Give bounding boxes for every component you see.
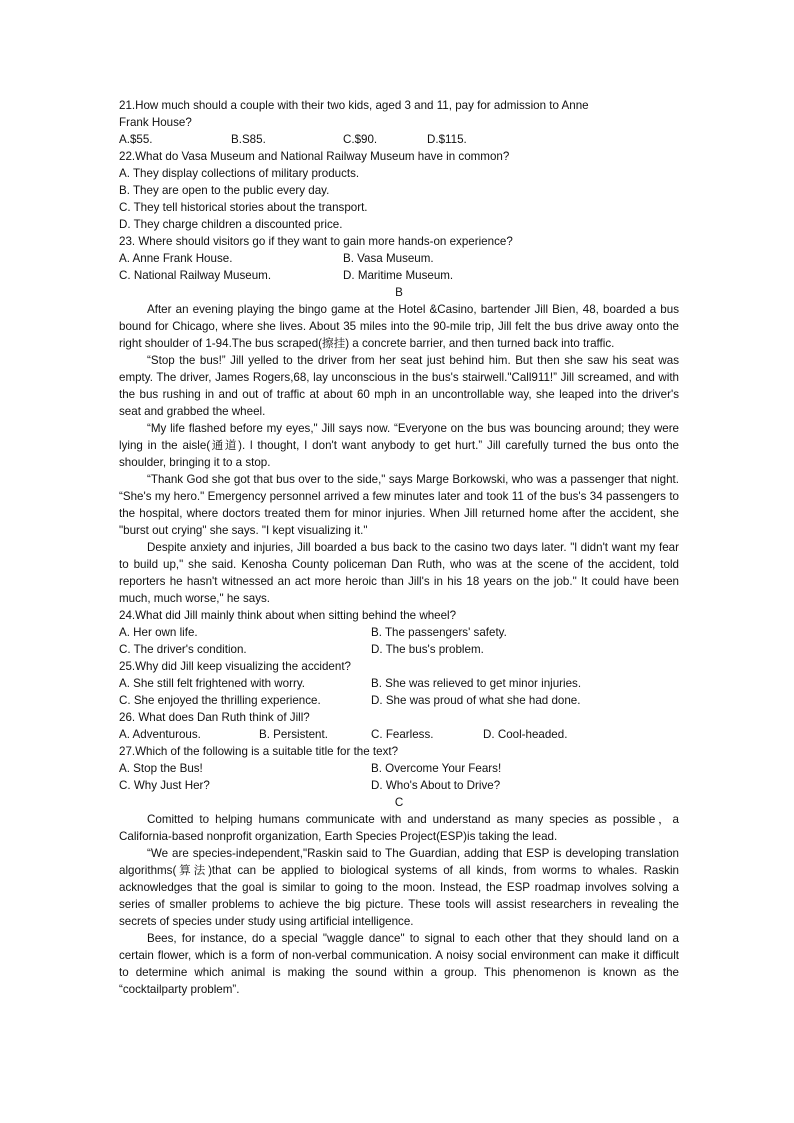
question-24-options-ab <box>119 624 679 641</box>
option-b: B. They are open to the public every day. <box>119 184 330 197</box>
option-b: B. She was relieved to get minor injuries. <box>371 677 582 690</box>
option-c: C. Why Just Her? <box>119 779 210 792</box>
option-a: A. Adventurous. <box>119 728 201 741</box>
option-b: B. The passengers' safety. <box>371 626 507 639</box>
option-c: C. She enjoyed the thrilling experience. <box>119 694 321 707</box>
question-23-options-cd <box>119 267 679 284</box>
option-c: C. National Railway Museum. <box>119 269 272 282</box>
question-21-stem: 21.How much should a couple with their two kids, aged 3 and 11, pay for admission to Anne <box>119 99 589 112</box>
passage-c-paragraph: Comitted to helping humans communicate with and understand as many species as possible，a California-based nonprofit organization, Earth Species Project(ESP)is taking the lead. <box>119 813 679 843</box>
question-23-stem: 23. Where should visitors go if they want to gain more hands-on experience? <box>119 235 513 248</box>
question-27-options-ab <box>119 760 679 777</box>
option-b: B. Persistent. <box>259 728 328 741</box>
section-c-heading: C <box>394 796 404 809</box>
option-a: A. Her own life. <box>119 626 198 639</box>
passage-b-paragraph: After an evening playing the bingo game at the Hotel &Casino, bartender Jill Bien, 48, boarded a bus bound for Chicago, where she lives. About 35 miles into the 90-mile trip, Jill felt the bus drive away onto the right shoulder of 1-94.The bus scraped(擦挂) a concrete barrier, and then turned back into traffic. <box>119 303 679 350</box>
option-d: D. They charge children a discounted price. <box>119 218 343 231</box>
question-25-stem: 25.Why did Jill keep visualizing the accident? <box>119 660 351 673</box>
question-27-options-cd <box>119 777 679 794</box>
option-c: C. The driver's condition. <box>119 643 247 656</box>
passage-b-paragraph: “My life flashed before my eyes," Jill says now. “Everyone on the bus was bouncing around; they were lying in the aisle(通道). l thought, I don't want anybody to get hurt.” Jill carefully turned the bus onto the shoulder, bringing it to a stop. <box>119 422 679 469</box>
option-d: D. She was proud of what she had done. <box>371 694 581 707</box>
option-b: B.S85. <box>231 133 266 146</box>
question-25-options-cd <box>119 692 679 709</box>
option-b: B. Vasa Museum. <box>343 252 434 265</box>
question-25-options-ab <box>119 675 679 692</box>
question-22-stem: 22.What do Vasa Museum and National Railway Museum have in common? <box>119 150 510 163</box>
option-d: D. Maritime Museum. <box>343 269 454 282</box>
option-a: A. They display collections of military products. <box>119 167 360 180</box>
passage-b-paragraph: Despite anxiety and injuries, Jill boarded a bus back to the casino two days later. "l didn't want my fear to build up," she said. Kenosha County policeman Dan Ruth, who was at the scene of the accident, told reporters he hasn't witnessed an act more heroic than Jill's in his 18 years on the job." It could have been much, much worse," he says. <box>119 541 679 605</box>
option-a: A.$55. <box>119 133 153 146</box>
question-21-stem-cont: Frank House? <box>119 116 192 129</box>
option-d: D. The bus's problem. <box>371 643 484 656</box>
option-c: C.$90. <box>343 133 378 146</box>
question-24-stem: 24.What did Jill mainly think about when sitting behind the wheel? <box>119 609 457 622</box>
option-b: B. Overcome Your Fears! <box>371 762 502 775</box>
passage-b-paragraph: “Thank God she got that bus over to the side," says Marge Borkowski, who was a passenger that night. “She's my hero." Emergency personnel arrived a few minutes later and took 11 of the bus's 34 passengers to the hospital, where doctors treated them for minor injuries. When Jill returned home after the accident, she "burst out crying" she says. "I kept visualizing it." <box>119 473 679 537</box>
section-b-heading: B <box>395 286 403 299</box>
option-d: D. Cool-headed. <box>483 728 568 741</box>
question-26-stem: 26. What does Dan Ruth think of Jill? <box>119 711 310 724</box>
option-a: A. Anne Frank House. <box>119 252 233 265</box>
question-24-options-cd <box>119 641 679 658</box>
question-23-options-ab <box>119 250 679 267</box>
question-26-options <box>119 726 679 743</box>
option-a: A. Stop the Bus! <box>119 762 203 775</box>
option-c: C. They tell historical stories about the transport. <box>119 201 368 214</box>
option-c: C. Fearless. <box>371 728 434 741</box>
passage-c-paragraph: “We are species-independent,"Raskin said to The Guardian, adding that ESP is developing translation algorithms(算法)that can be applied to biological systems of all kinds, from worms to whales. Raskin acknowledges that the goal is similar to going to the moon. Instead, the ESP roadmap involves solving a series of smaller problems to achieve the big picture. These tools will assist researchers in revealing the secrets of species under study using artificial intelligence. <box>119 847 679 928</box>
document-content <box>119 97 679 998</box>
option-a: A. She still felt frightened with worry. <box>119 677 306 690</box>
question-21-options <box>119 131 679 148</box>
passage-c-paragraph: Bees, for instance, do a special "waggle dance" to signal to each other that they should land on a certain flower, which is a form of non-verbal communication. A noisy social environment can make it difficult to determine which animal is making the sound within a group. This phenomenon is known as the “cocktailparty problem”. <box>119 932 679 996</box>
option-d: D. Who's About to Drive? <box>371 779 501 792</box>
option-d: D.$115. <box>427 133 467 146</box>
passage-b-paragraph: “Stop the bus!” Jill yelled to the driver from her seat just behind him. But then she saw his seat was empty. The driver, James Rogers,68, lay unconscious in the bus's stairwell."Call911!” Jill screamed, and with the bus rushing in and out of traffic at about 60 mph in an uncontrollable way, she leaped into the driver's seat and grabbed the wheel. <box>119 354 679 418</box>
question-27-stem: 27.Which of the following is a suitable title for the text? <box>119 745 399 758</box>
